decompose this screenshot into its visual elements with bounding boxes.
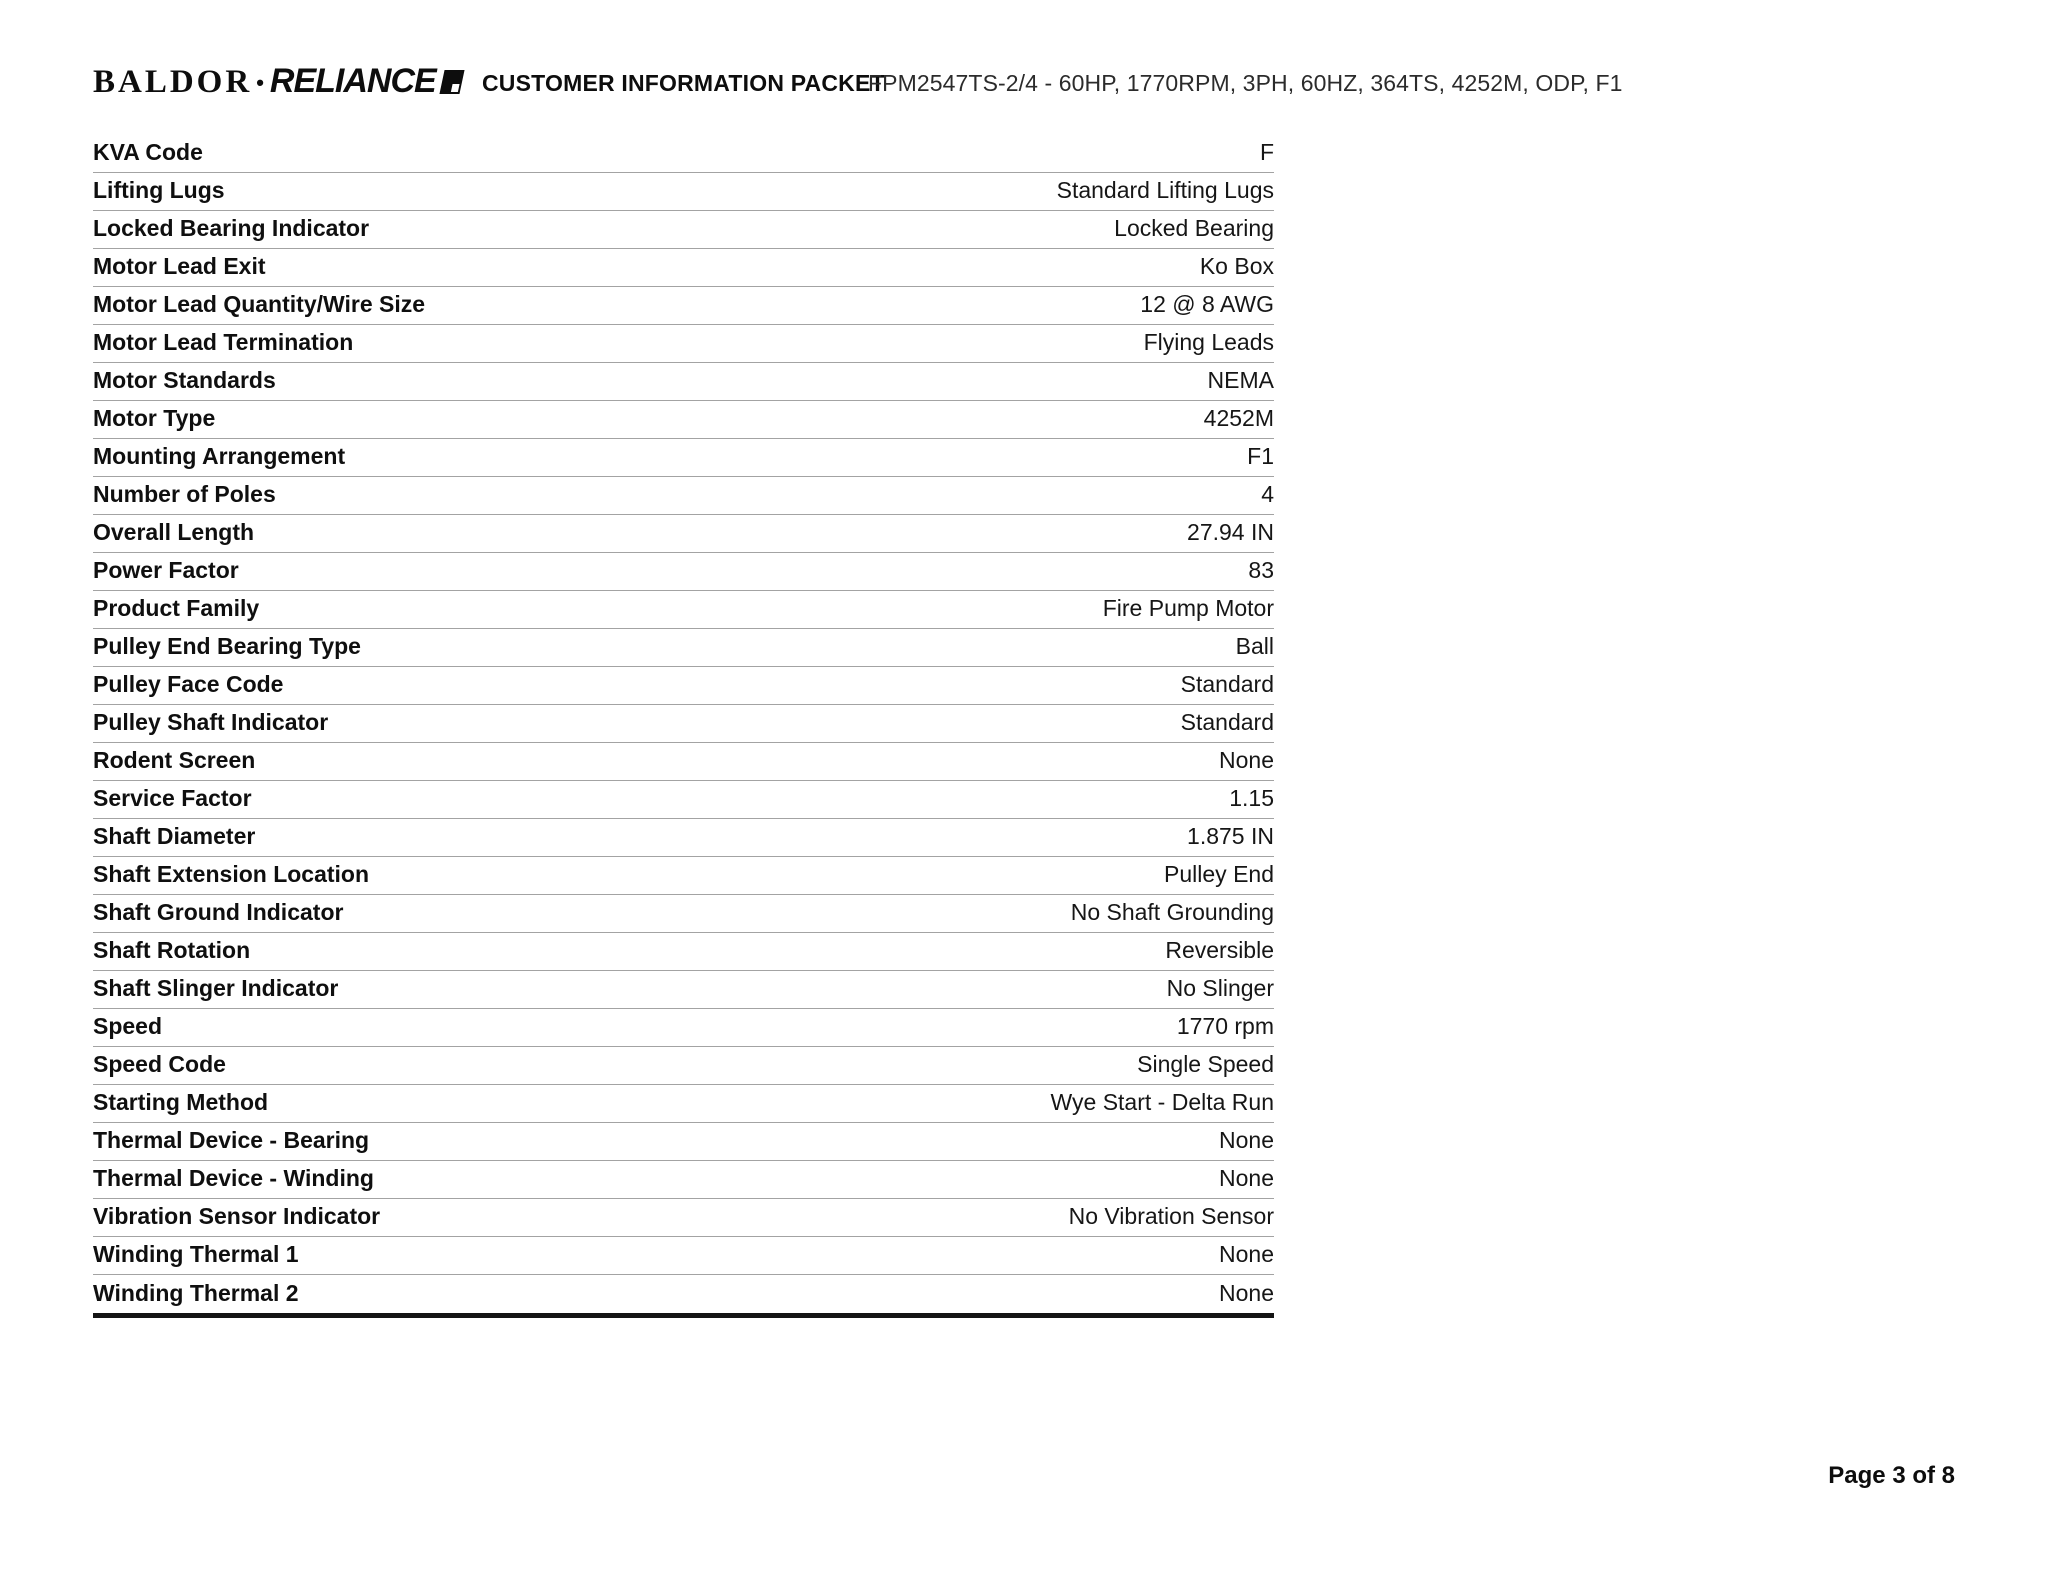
row-value: Locked Bearing	[1114, 215, 1274, 241]
row-label: Shaft Diameter	[93, 823, 256, 849]
row-value: 83	[1248, 557, 1274, 583]
table-row	[93, 705, 1274, 743]
baldor-reliance-logo	[93, 62, 462, 101]
row-value: None	[1219, 1127, 1274, 1153]
table-row	[93, 1199, 1274, 1237]
row-label: Power Factor	[93, 557, 239, 583]
row-label: Winding Thermal 1	[93, 1241, 299, 1267]
row-label: Shaft Rotation	[93, 937, 251, 963]
table-row	[93, 1275, 1274, 1313]
row-label: Vibration Sensor Indicator	[93, 1203, 381, 1229]
row-value: 1770 rpm	[1176, 1013, 1274, 1039]
table-row	[93, 1085, 1274, 1123]
logo-separator-dot: •	[256, 70, 264, 95]
table-row	[93, 1161, 1274, 1199]
row-label: Overall Length	[93, 519, 255, 545]
table-row	[93, 933, 1274, 971]
row-value: No Shaft Grounding	[1070, 899, 1274, 925]
row-label: Motor Lead Exit	[93, 253, 266, 279]
row-label: Shaft Extension Location	[93, 861, 370, 887]
row-label: Shaft Slinger Indicator	[93, 975, 339, 1001]
logo-mark-icon	[439, 70, 464, 94]
row-label: Speed Code	[93, 1051, 226, 1077]
row-value: Wye Start - Delta Run	[1050, 1089, 1274, 1115]
table-row	[93, 667, 1274, 705]
row-label: Shaft Ground Indicator	[93, 899, 344, 925]
row-value: None	[1219, 1165, 1274, 1191]
row-label: Lifting Lugs	[93, 177, 225, 203]
row-value: Standard Lifting Lugs	[1056, 177, 1274, 203]
table-row	[93, 591, 1274, 629]
row-value: Standard	[1180, 709, 1274, 735]
row-label: Speed	[93, 1013, 163, 1039]
table-row	[93, 553, 1274, 591]
row-value: Fire Pump Motor	[1102, 595, 1274, 621]
row-value: Flying Leads	[1143, 329, 1274, 355]
row-label: Pulley Face Code	[93, 671, 284, 697]
table-row	[93, 249, 1274, 287]
row-label: Motor Lead Termination	[93, 329, 354, 355]
page-number: Page 3 of 8	[1828, 1462, 1955, 1489]
row-value: 27.94 IN	[1187, 519, 1274, 545]
table-row	[93, 401, 1274, 439]
table-row	[93, 857, 1274, 895]
logo-baldor-text: BALDOR	[93, 64, 253, 100]
row-value: 1.875 IN	[1187, 823, 1274, 849]
row-value: Pulley End	[1164, 861, 1274, 887]
row-label: Motor Lead Quantity/Wire Size	[93, 291, 426, 317]
motor-spec-summary: FPM2547TS-2/4 - 60HP, 1770RPM, 3PH, 60HZ, 364TS, 4252M, ODP, F1	[868, 70, 1623, 96]
table-row	[93, 287, 1274, 325]
row-label: Service Factor	[93, 785, 252, 811]
table-row	[93, 1009, 1274, 1047]
row-label: Pulley End Bearing Type	[93, 633, 361, 659]
row-value: Ko Box	[1199, 253, 1274, 279]
table-row	[93, 629, 1274, 667]
table-row	[93, 325, 1274, 363]
row-value: 1.15	[1229, 785, 1274, 811]
row-value: NEMA	[1207, 367, 1274, 393]
row-label: Motor Type	[93, 405, 216, 431]
row-value: Single Speed	[1137, 1051, 1274, 1077]
table-row	[93, 515, 1274, 553]
table-row	[93, 743, 1274, 781]
table-row	[93, 971, 1274, 1009]
table-row	[93, 173, 1274, 211]
row-label: Thermal Device - Bearing	[93, 1127, 370, 1153]
page-header	[93, 62, 1955, 106]
row-value: F1	[1247, 443, 1274, 469]
row-label: Winding Thermal 2	[93, 1280, 299, 1306]
logo-reliance-text: RELIANCE	[269, 62, 436, 100]
row-label: Product Family	[93, 595, 260, 621]
row-label: Rodent Screen	[93, 747, 256, 773]
row-value: 12 @ 8 AWG	[1140, 291, 1274, 317]
row-label: Number of Poles	[93, 481, 276, 507]
row-value: No Slinger	[1166, 975, 1274, 1001]
table-row	[93, 1123, 1274, 1161]
row-value: Reversible	[1165, 937, 1274, 963]
row-value: No Vibration Sensor	[1068, 1203, 1274, 1229]
row-value: Ball	[1235, 633, 1274, 659]
row-value: None	[1219, 1241, 1274, 1267]
table-row	[93, 135, 1274, 173]
table-row	[93, 1237, 1274, 1275]
table-row	[93, 1047, 1274, 1085]
row-label: Thermal Device - Winding	[93, 1165, 374, 1191]
table-row	[93, 211, 1274, 249]
table-row	[93, 363, 1274, 401]
row-label: Motor Standards	[93, 367, 276, 393]
row-label: KVA Code	[93, 139, 203, 165]
row-label: Starting Method	[93, 1089, 269, 1115]
table-row	[93, 439, 1274, 477]
row-label: Mounting Arrangement	[93, 443, 346, 469]
table-row	[93, 819, 1274, 857]
row-value: 4	[1261, 481, 1274, 507]
row-value: None	[1219, 1280, 1274, 1306]
row-value: 4252M	[1203, 405, 1274, 431]
table-row	[93, 781, 1274, 819]
row-label: Pulley Shaft Indicator	[93, 709, 329, 735]
table-row	[93, 477, 1274, 515]
row-value: F	[1259, 139, 1274, 165]
spec-table	[93, 135, 1274, 1318]
row-label: Locked Bearing Indicator	[93, 215, 370, 241]
document-title: CUSTOMER INFORMATION PACKET	[482, 70, 885, 96]
table-row	[93, 895, 1274, 933]
row-value: Standard	[1180, 671, 1274, 697]
row-value: None	[1219, 747, 1274, 773]
